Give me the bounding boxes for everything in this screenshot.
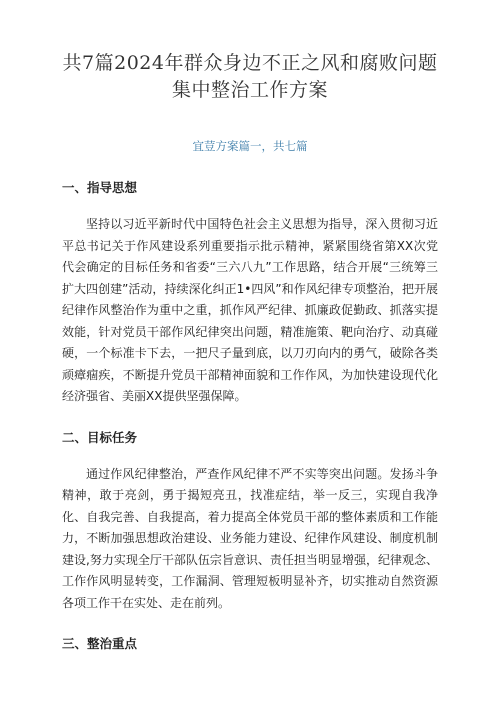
section-heading-key-points: 三、整治重点 xyxy=(62,636,138,651)
section-paragraph-guiding-ideology: 坚持以习近平新时代中国特色社会主义思想为指导，深入贯彻习近平总书记关于作风建设系列重要指示批示精神，紧紧围绕省第XX次党代会确定的目标任务和省委“三六八九”工作思路，结合开展“三统筹三扩大四创建”活动，持续深化纠正1•四风”和作风纪律专项整治，把开展纪律作风整治作为重中之重，抓作风严纪律、抓廉政促勤政、抓落实提效能，针对党员干部作风纪律突出问题，精准施策、靶向治疗、动真碰硬，一个标准卡下去，一把尺子量到底，以刀刃向内的勇气，破除各类顽瘴痼疾，不断提升党员干部精神面貌和工作作风，为加快建设现代化经济强省、美丽XX提供坚强保障。 xyxy=(62,217,438,403)
section-heading-guiding-ideology: 一、指导思想 xyxy=(62,180,138,195)
section-heading-objectives: 二、目标任务 xyxy=(62,429,138,445)
document-title: 共7篇2024年群众身边不正之风和腐败问题集中整治工作方案 xyxy=(62,52,438,101)
section-paragraph-objectives: 通过作风纪律整治，严查作风纪律不严不实等突出问题。发扬斗争精神，敢于亮剑，勇于揭短亮丑，找准症结，举一反三，实现自我净化、自我完善、自我提高，着力提高全体党员干部的整体素质和工作能力，不断加强思想政治建设、业务能力建设、纪律作风建设、制度机制建设,努力实现全厅干部队伍宗旨意识、责任担当明显增强，纪律观念、工作作风明显转变，工作漏洞、管理短板明显补齐，切实推动自然资源各项工作干在实处、走在前列。 xyxy=(62,466,438,610)
document-subtitle: 宜荳方案篇一，共七篇 xyxy=(192,139,308,153)
